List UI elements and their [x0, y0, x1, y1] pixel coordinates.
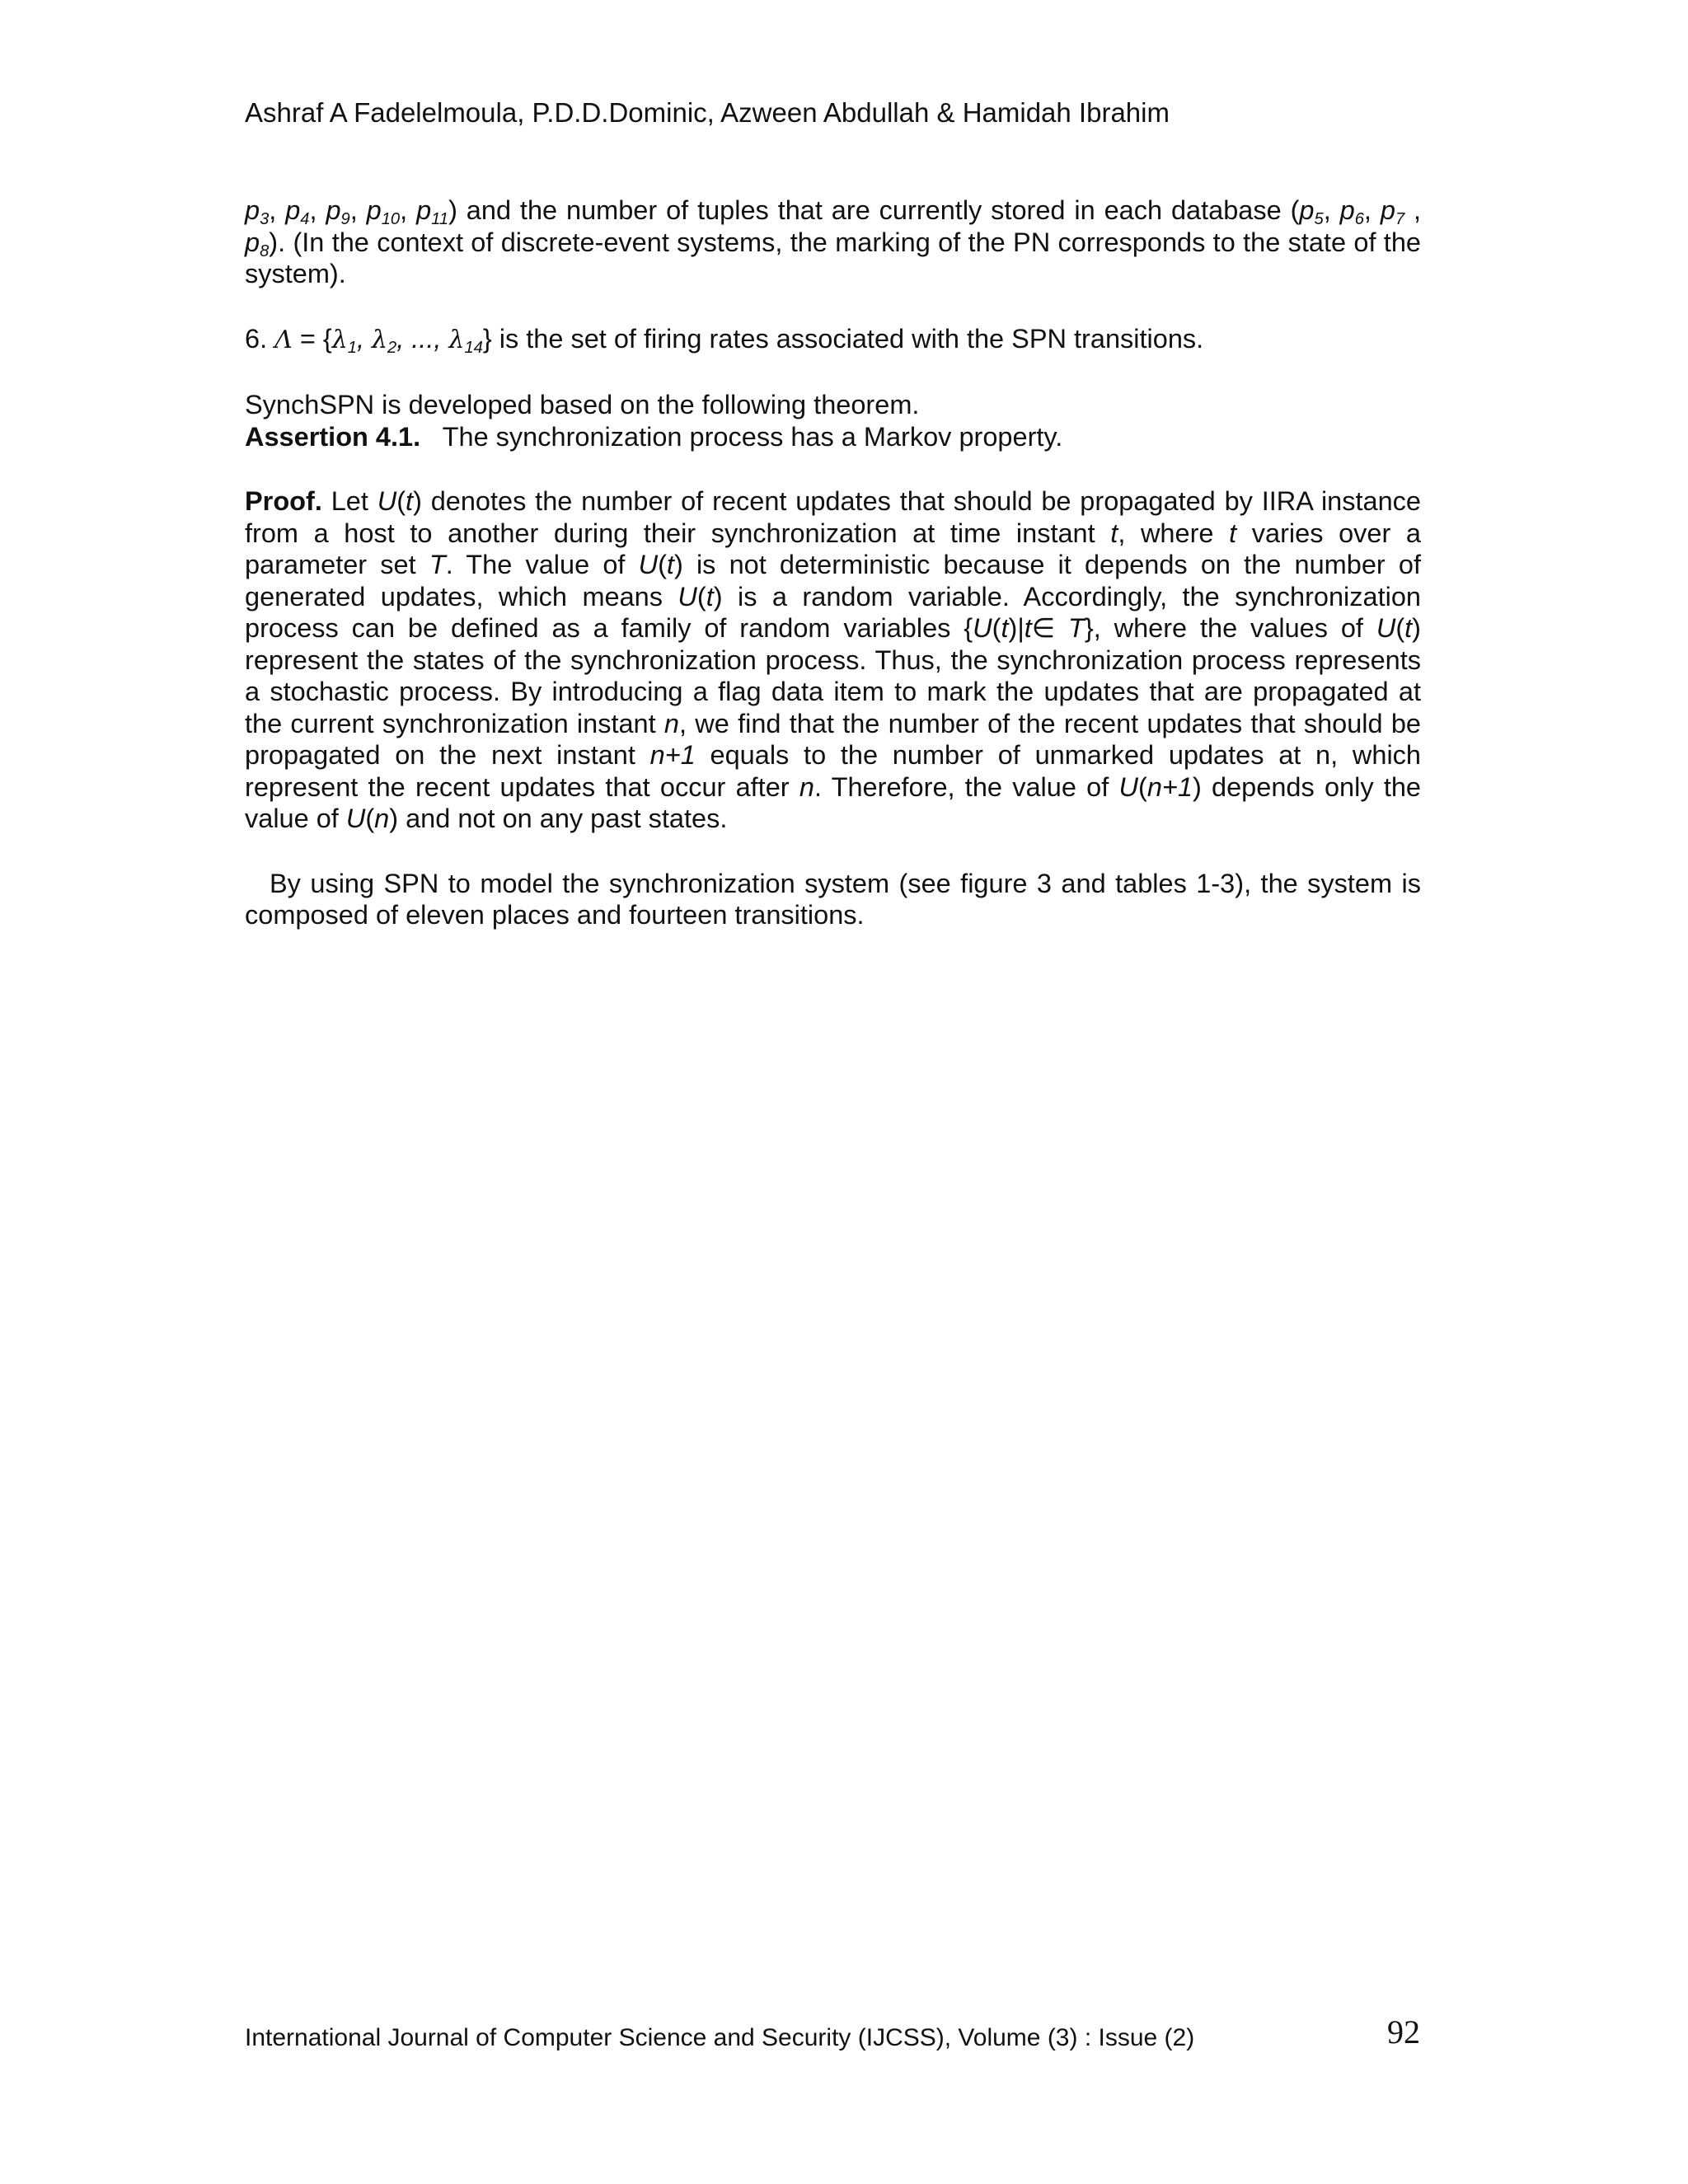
- marking-paragraph: $p_3$, $p_4$, $p_9$, $p_{10}$, $p_{11}$) and the number of tuples that are currently stored in each database ($p_5$, $p_6$, $p_7$ , $p_8$). (In the context of discrete-event systems, the marking of the PN corresponds to the state of the system).: [245, 195, 1422, 288]
- page-number: 92: [1387, 2013, 1420, 2050]
- theorem-intro: SynchSPN is developed based on the following theorem.: [245, 390, 920, 419]
- model-summary-paragraph: By using SPN to model the synchronization system (see figure 3 and tables 1-3), the system is composed of eleven places and fourteen transitions.: [245, 868, 1421, 930]
- proof-paragraph: Proof. Let U(t) denotes the number of recent updates that should be propagated by IIRA instance from a host to another during their synchronization at time instant t, where t varies over a parameter set T. The value of U(t) is not deterministic because it depends on the number of generated updates, which means U(t) is a random variable. Accordingly, the synchronization process can be defined as a family of random variables {U(t)|t∈ T}, where the values of U(t) represent the states of the synchronization process. Thus, the synchronization process represents a stochastic process. By introducing a flag data item to mark the updates that are propagated at the current synchronization instant n, we find that the number of the recent updates that should be propagated on the next instant n+1 equals to the number of unmarked updates at n, which represent the recent updates that occur after n. Therefore, the value of U(n+1) depends only the value of U(n) and not on any past states.: [245, 486, 1421, 833]
- firing-rates-item: 6. $\Lambda = \{\lambda_1$, $\lambda_2$, ..., $\lambda_{14}$} is the set of firing rates associated with the SPN transitions.: [245, 323, 1204, 357]
- assertion-line: Assertion 4.1. The synchronization process has a Markov property.: [245, 421, 1063, 452]
- running-header: Ashraf A Fadelelmoula, P.D.D.Dominic, Azween Abdullah & Hamidah Ibrahim: [245, 97, 1170, 128]
- footer-journal: International Journal of Computer Science and Security (IJCSS), Volume (3) : Issue (2): [245, 2024, 1195, 2051]
- body-text: [245, 194, 1421, 931]
